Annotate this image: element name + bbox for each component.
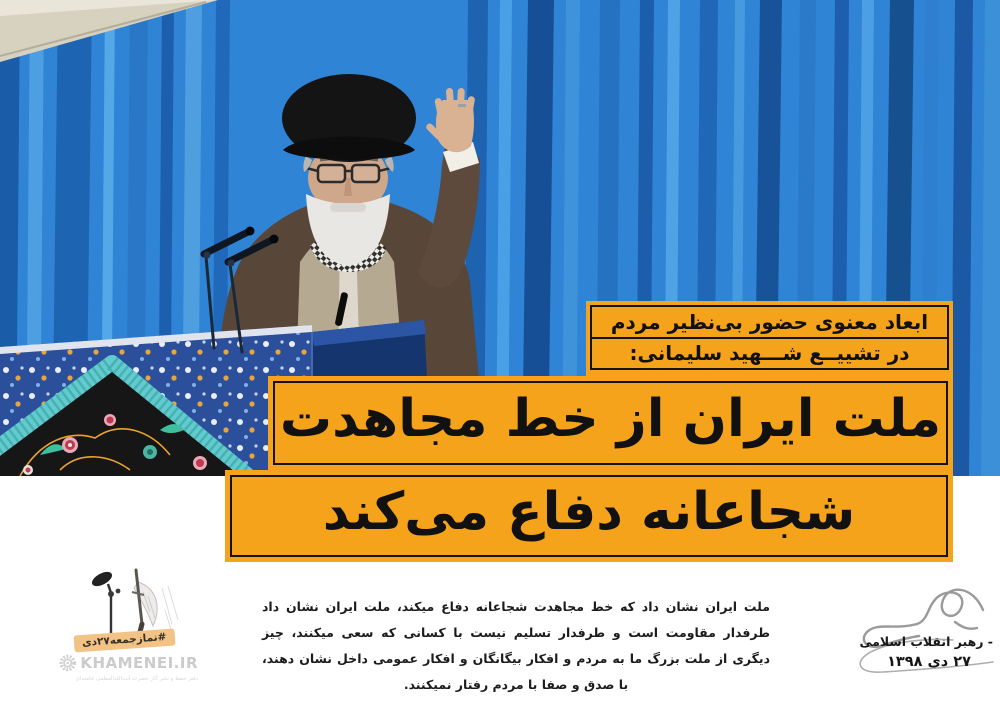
headline-box-2	[225, 470, 953, 562]
headline-box-1	[268, 376, 953, 470]
mustache	[330, 203, 366, 212]
quote-paragraph: ملت ایران نشان داد که خط مجاهدت شجاعانه دفاع میکند، ملت ایران نشان داد طرفدار مقاومت است و طرفدار تسلیم نیست با کسانی که سعی میکنند، چیز دیگری از ملت بزرگ ما به مردم و افکار بیگانگان و افکار عمومی داخل نشان دهند، با صدق و صفا با مردم رفتار نمیکنند.	[262, 599, 770, 692]
kicker-line-2: در تشییــع شـــهید سلیمانی:	[590, 337, 949, 371]
kicker-line-1: ابعاد معنوی حضور بی‌نظیر مردم	[590, 305, 949, 339]
turban	[282, 74, 416, 162]
attribution-block	[835, 578, 997, 704]
gear-emblem-icon	[58, 651, 77, 675]
attribution-title: - رهبر انقلاب اسلامی	[859, 634, 993, 649]
headline-line-1: ملت ایران از خط مجاهدت	[273, 381, 948, 465]
headline-line-2: شجاعانه دفاع می‌کند	[230, 475, 948, 557]
khamenei-logo	[58, 651, 198, 682]
site-subtitle: دفتر حفظ و نشر آثار حضرت آیت‌الله‌العظمی خامنه‌ای	[75, 676, 198, 682]
attribution-date: ۲۷ دی ۱۳۹۸	[887, 654, 971, 670]
site-name: KHAMENEI.IR	[80, 654, 198, 672]
tile-panel	[0, 325, 312, 476]
ring	[458, 104, 466, 107]
hashtag-badge: #نمازجمعه۲۷دی	[74, 629, 175, 653]
kicker-box	[586, 301, 953, 376]
